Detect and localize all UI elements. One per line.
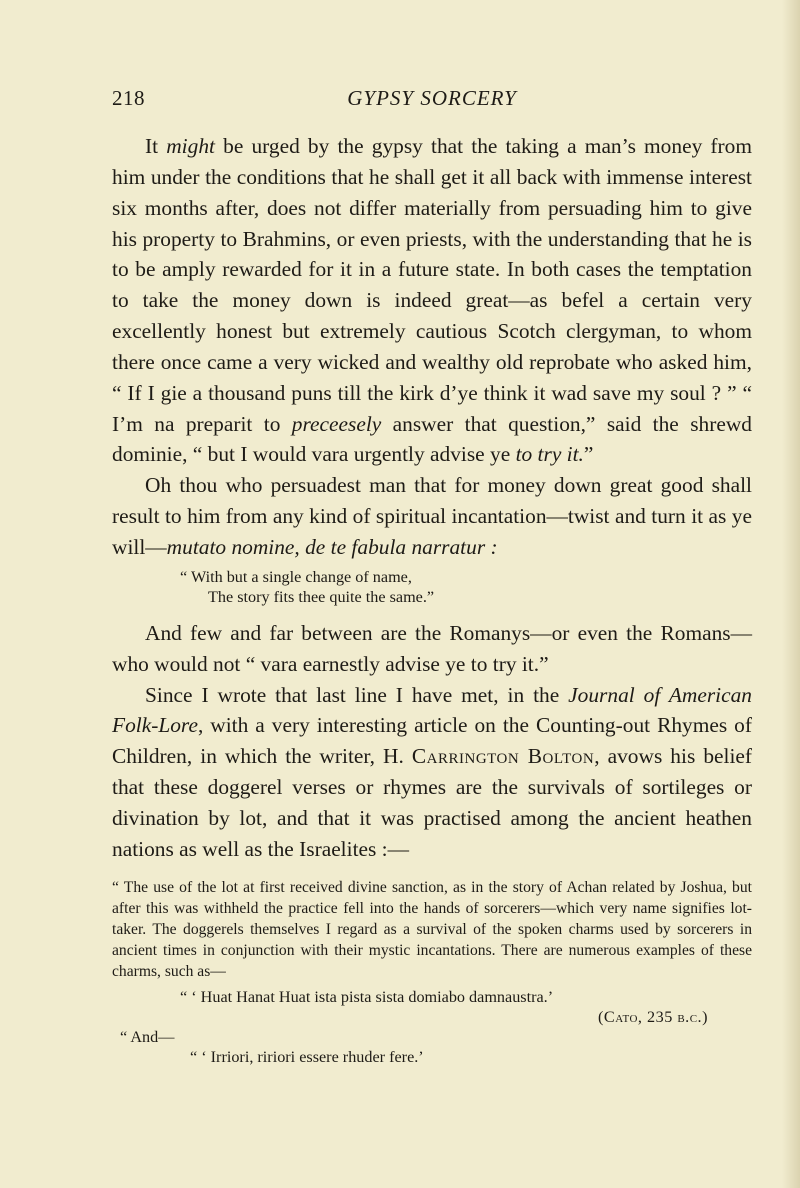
italic-text: mutato nomine, de te fabula narratur : [166,534,498,559]
text-span: And few and far between are the Romanys—or even the Romans—who would not “ vara earnestly advise ye to try it.” [112,620,752,676]
paragraph-1 [112,131,752,470]
charm-connector: “ And— [120,1027,175,1046]
paragraph-2 [112,470,752,563]
quote-text: “ The use of the lot at first received divine sanction, as in the story of Achan related by Joshua, but after this was withheld the practice fell into the hands of sorcerers—which very name signifies lot-taker. The doggerels themselves I regard as a survival of the spoken charms used by sorcerers in ancient times in conjunction with their mystic incantations. There are numerous examples of these charms, such as— [112,878,752,981]
block-quote [112,877,752,1067]
text-span: be urged by the gypsy that the taking a man’s money from him under the conditions that he shall get it all back with immense interest six months after, does not differ materially from persuading him to give his property to Brahmins, or even priests, with the understanding that he is to be amply rewarded for it in a future state. In both cases the temptation to take the money down is indeed great—as befel a certain very excellently honest but extremely cautious Scotch clergyman, to whom there once came a very wicked and wealthy old reprobate who asked him, “ If I gie a thousand puns till the kirk d’ye think it wad save my soul ? ” “ I’m na preparit to [112,134,753,436]
verse-line: The story fits thee quite the same.” [208,588,435,607]
text-span: , with a very interesting article on the Counting-out Rhymes of Children, in which the writer, H. [112,713,752,769]
charm-line: “ ‘ Irriori, ririori essere rhuder fere.’ [190,1047,424,1066]
verse-quote [112,567,752,608]
text-span: answer that question,” said the shrewd dominie, “ but I would vara urgently advise ye [112,411,752,467]
italic-text: might [166,134,215,158]
page-header [112,86,752,114]
verse-line: “ With but a single change of name, [180,567,412,586]
body-text [112,131,752,1067]
charm-line: “ ‘ Huat Hanat Huat ista pista sista domiabo damnaustra.’ [180,987,554,1006]
text-span: Oh thou who persuadest man that for money down great good shall result to him from any kind of spiritual incantation—twist and turn it as ye will— [112,473,752,559]
running-title: GYPSY SORCERY [347,86,517,110]
paragraph-3 [112,618,752,680]
italic-text: Journal of American Folk-Lore [112,682,752,738]
italic-text: to try it. [515,442,584,467]
paragraph-4 [112,680,752,865]
page-number: 218 [112,86,145,110]
author-name: Carrington Bolton [411,744,595,769]
italic-text: preceesely [291,411,382,436]
text-span: ” [583,442,594,467]
charm-examples [112,987,752,1067]
text-span: It [145,134,167,158]
text-span: , avows his belief that these doggerel verses or rhymes are the survivals of sortileges or divination by lot, and that it was practised among the ancient heathen nations as well as the Israelites :— [112,744,753,861]
text-span: Since I wrote that last line I have met, in the [145,682,569,707]
citation: (Cato, 235 b.c.) [598,1007,708,1026]
page-edge-shadow [782,0,800,1188]
